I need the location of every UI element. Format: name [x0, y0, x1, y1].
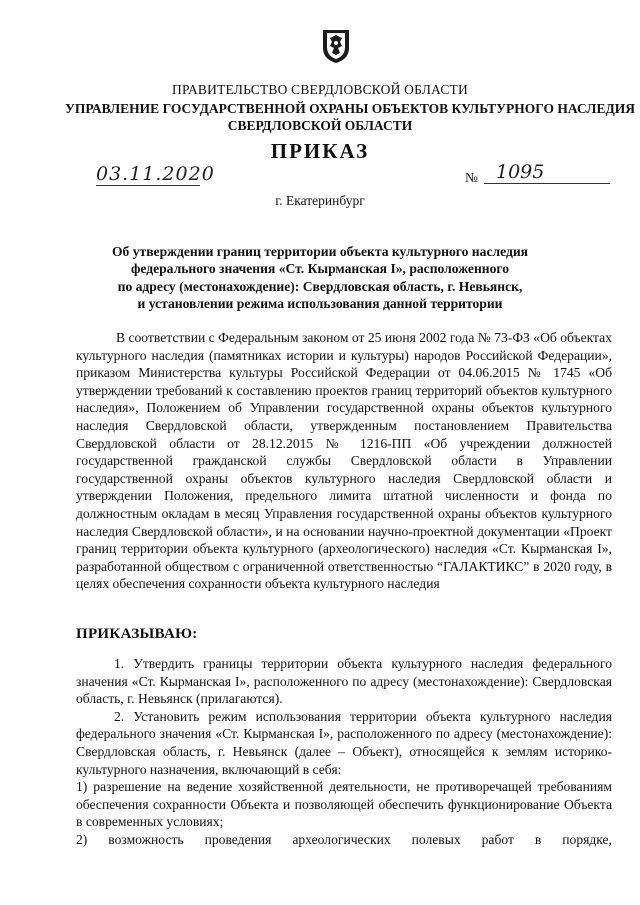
order-number: 1095	[484, 161, 610, 184]
city: г. Екатеринбург	[275, 193, 365, 208]
preamble-paragraph: В соответствии с Федеральным законом от 25 июня 2002 года № 73-ФЗ «Об объектах культурного наследия (памятниках истории и культуры) народов Российской Федерации», приказом Министерства культуры Российской Федерации от 04.06.2015 № 1745 «Об утверждении требований к составлению проектов границ территорий объектов культурного наследия», Положением об Управлении государственной охраны объектов культурного наследия Свердловской области, утвержденным постановлением Правительства Свердловской области от 28.12.2015 № 1216-ПП «Об учреждении должностей государственной гражданской службы Свердловской области в Управлении государственной охраны объектов культурного наследия Свердловской области и утверждении Положения, предельного лимита штатной численности и фонда по должностным окладам в месяц Управления государственной охраны объектов культурного наследия Свердловской области», и на основании научно-проектной документации «Проект границ территории объекта культурного (археологического) наследия «Ст. Кырманская I», разработанной обществом с ограниченной ответственностью “ГАЛАКТИКС” в 2020 году, в целях обеспечения сохранности объекта культурного наследия	[76, 330, 612, 592]
subpoint-2: 2) возможность проведения археологических полевых работ в порядке,	[76, 831, 612, 847]
subpoint-1: 1) разрешение на ведение хозяйственной деятельности, не противоречащей требованиям обеспечения сохранности Объекта и позволяющей обеспечить функционирование Объекта в современных условиях;	[76, 779, 612, 830]
government-name: ПРАВИТЕЛЬСТВО СВЕРДЛОВСКОЙ ОБЛАСТИ	[172, 82, 468, 97]
department-name-line2: СВЕРДЛОВСКОЙ ОБЛАСТИ	[227, 118, 413, 133]
department-name-line1: УПРАВЛЕНИЕ ГОСУДАРСТВЕННОЙ ОХРАНЫ ОБЪЕКТОВ КУЛЬТУРНОГО НАСЛЕДИЯ	[64, 101, 636, 116]
document-title	[60, 243, 580, 312]
point-2: 2. Установить режим использования территории объекта культурного наследия федерального значения «Ст. Кырманская I», расположенного по адресу (местонахождение): Свердловская область, г. Невьянск (далее – Объект), относящейся к землям историко-культурного назначения, включающий в себя:	[76, 708, 612, 777]
title-line: федерального значения «Ст. Кырманская I», расположенного	[130, 261, 510, 277]
coat-of-arms-icon	[321, 28, 351, 64]
order-date: 03.11.2020	[96, 163, 215, 185]
preamble	[76, 329, 612, 593]
title-line: по адресу (местонахождение): Свердловская область, г. Невьянск,	[117, 278, 523, 294]
document-type: ПРИКАЗ	[270, 139, 370, 163]
order-keyword: ПРИКАЗЫВАЮ:	[76, 626, 198, 642]
title-line: и установлении режима использования данной территории	[137, 295, 503, 311]
point-1: 1. Утвердить границы территории объекта культурного наследия федерального значения «Ст. Кырманская I», расположенного по адресу (местонахождение): Свердловская область, г. Невьянск (прилагаются).	[76, 656, 612, 707]
order-points	[76, 655, 612, 849]
title-line: Об утверждении границ территории объекта культурного наследия	[111, 244, 529, 259]
order-number-label: №	[465, 170, 478, 185]
